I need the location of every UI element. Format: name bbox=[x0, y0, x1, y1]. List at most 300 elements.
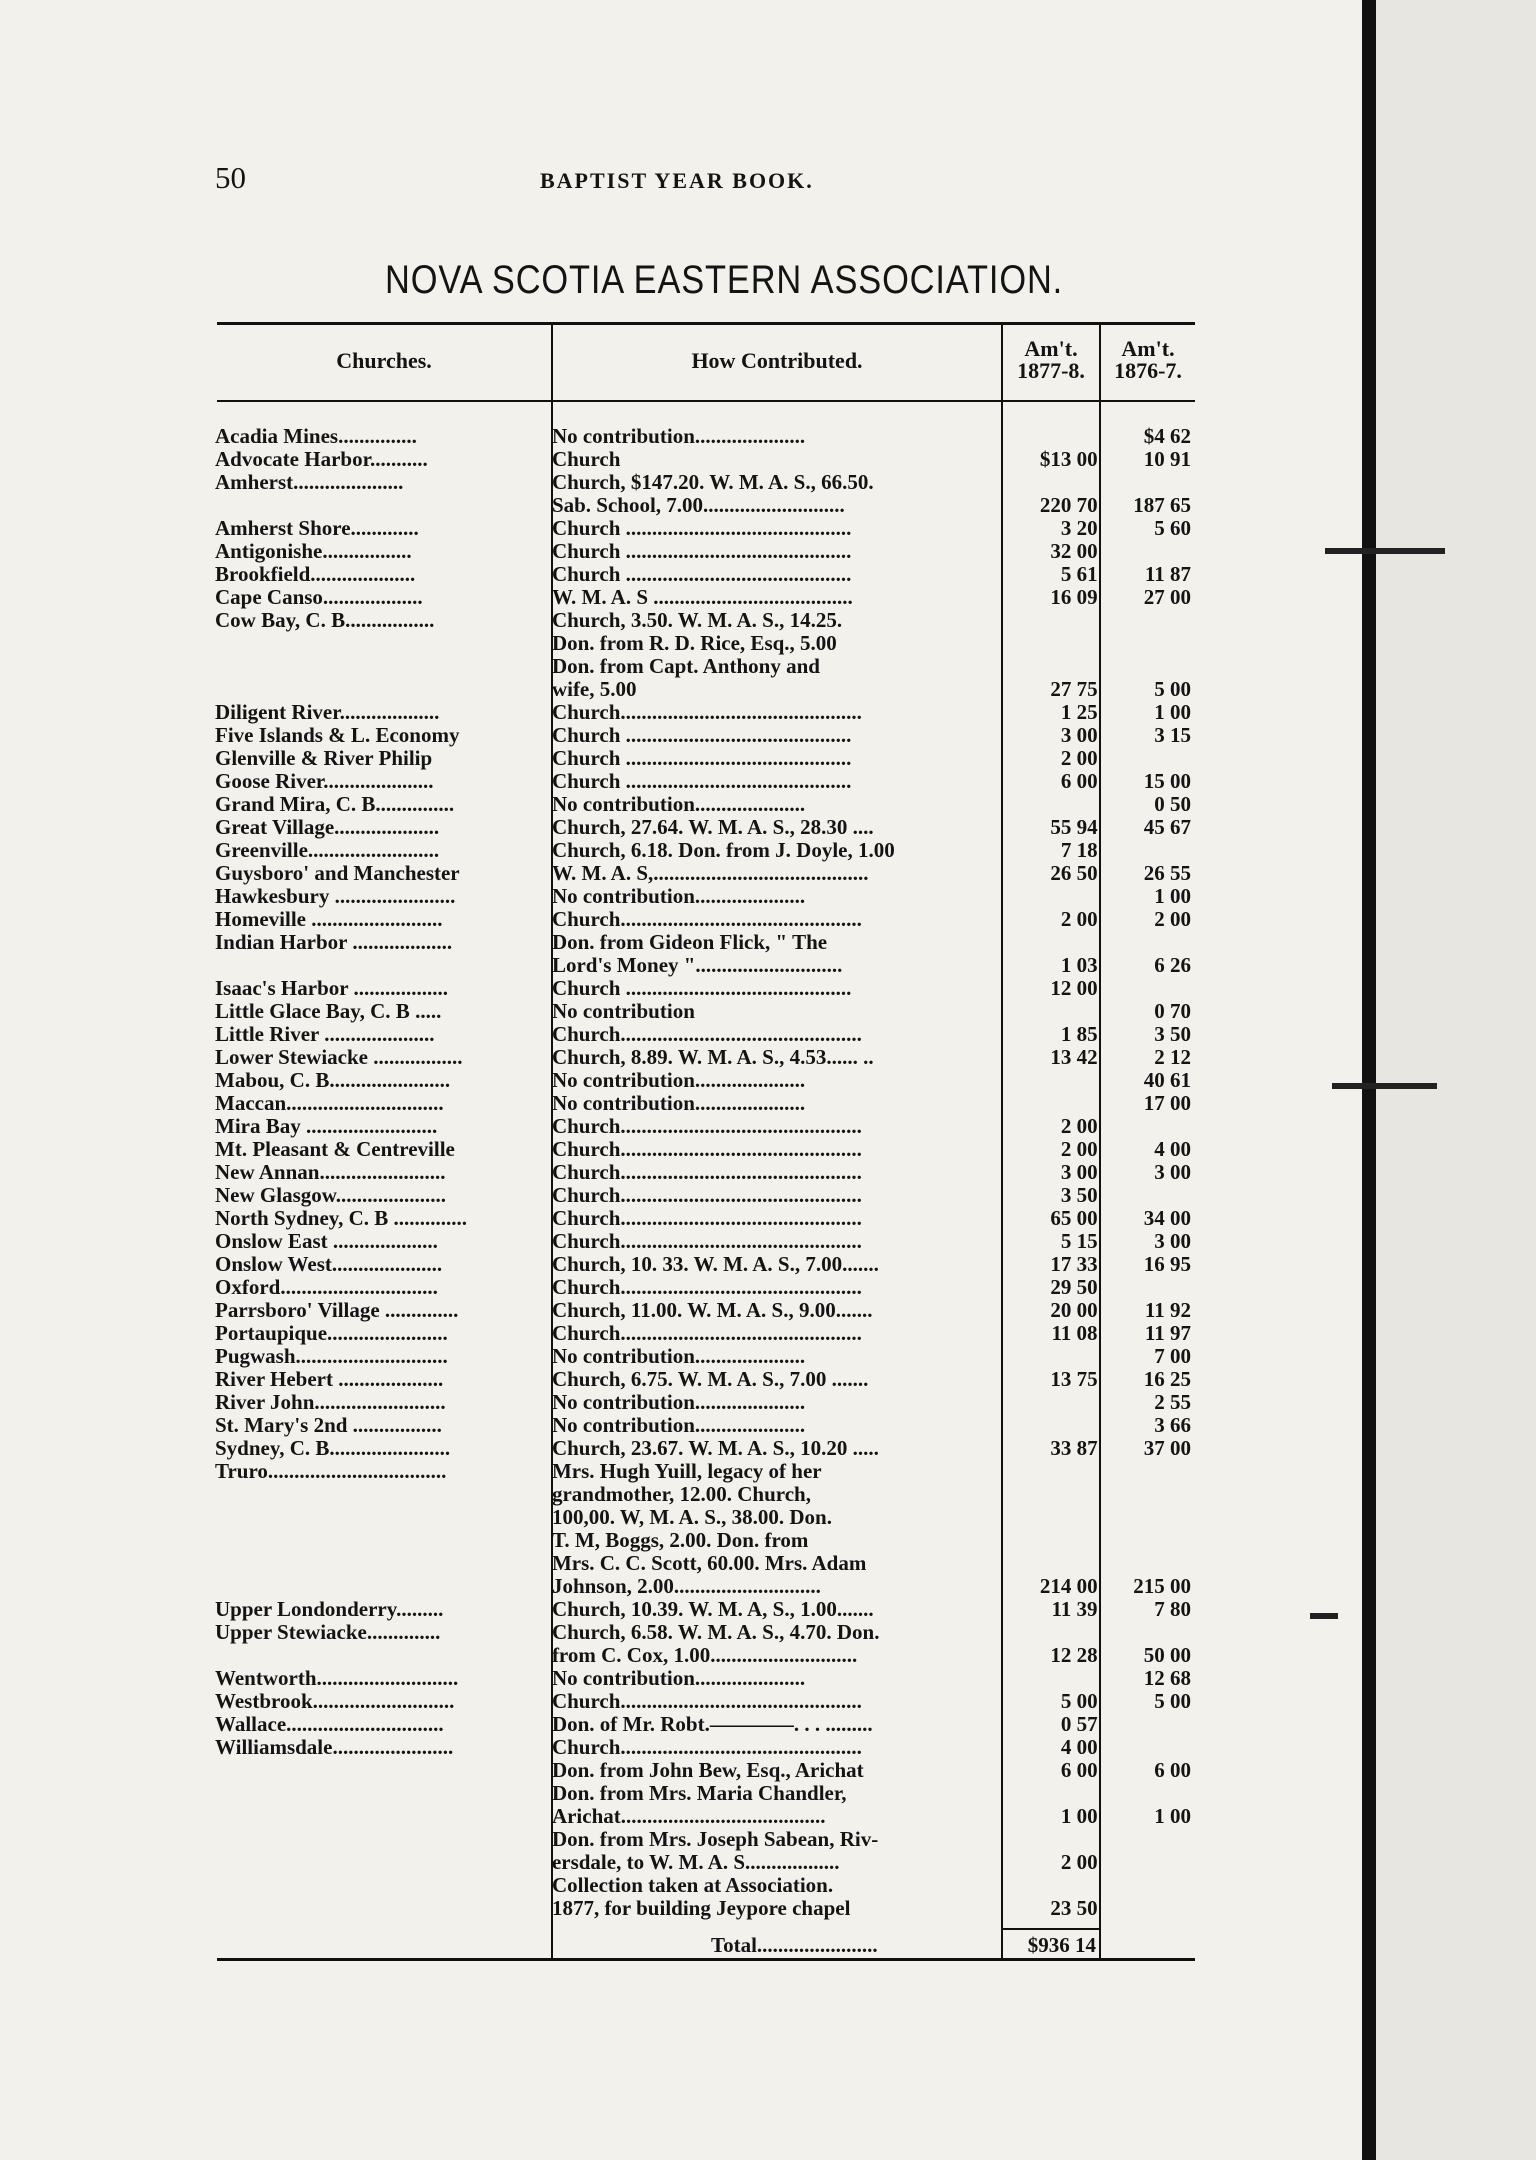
amount-1877-cell bbox=[1004, 425, 1101, 448]
amount-1876-cell: 10 91 bbox=[1143, 447, 1192, 471]
table-row bbox=[215, 1460, 1195, 1483]
church-cell: Truro.................................. bbox=[215, 1460, 447, 1483]
amount-1876-cell: 1 00 bbox=[1154, 884, 1192, 908]
table-row bbox=[215, 701, 1195, 724]
table-row bbox=[215, 816, 1195, 839]
table-row bbox=[215, 1391, 1195, 1414]
how-contributed-cell: Don. from Gideon Flick, " The bbox=[551, 931, 828, 954]
amount-1876-cell bbox=[1102, 1782, 1195, 1805]
table-row bbox=[215, 1322, 1195, 1345]
amount-1876-cell bbox=[1102, 931, 1195, 954]
how-contributed-cell: No contribution..................... bbox=[551, 1667, 806, 1690]
how-contributed-cell: Don. from Mrs. Joseph Sabean, Riv- bbox=[551, 1828, 879, 1851]
church-cell bbox=[215, 494, 549, 517]
amount-1877-cell: 16 09 bbox=[1050, 585, 1098, 609]
table-row bbox=[215, 1552, 1195, 1575]
church-cell: Parrsboro' Village .............. bbox=[215, 1299, 459, 1322]
amount-1876-cell: 16 95 bbox=[1143, 1252, 1192, 1276]
amount-1877-cell bbox=[1004, 1000, 1101, 1023]
amount-1876-cell: 1 00 bbox=[1154, 1804, 1192, 1828]
amount-1877-cell: 214 00 bbox=[1039, 1574, 1098, 1598]
total-row bbox=[553, 1933, 1195, 1958]
amount-1876-cell: $4 62 bbox=[1143, 424, 1192, 448]
amount-1877-cell bbox=[1004, 1460, 1101, 1483]
church-cell: New Glasgow..................... bbox=[215, 1184, 446, 1207]
church-cell: Isaac's Harbor .................. bbox=[215, 977, 448, 1000]
table-row bbox=[215, 517, 1195, 540]
page-header bbox=[215, 160, 1195, 200]
church-cell: Portaupique....................... bbox=[215, 1322, 448, 1345]
amount-1876-cell bbox=[1102, 1713, 1195, 1736]
church-cell bbox=[215, 1874, 549, 1897]
church-cell: Lower Stewiacke ................. bbox=[215, 1046, 463, 1069]
amount-1877-cell bbox=[1004, 931, 1101, 954]
table-row bbox=[215, 494, 1195, 517]
table-row bbox=[215, 632, 1195, 655]
amount-1876-cell bbox=[1102, 632, 1195, 655]
table-row bbox=[215, 1805, 1195, 1828]
table-row bbox=[215, 747, 1195, 770]
contributions-table bbox=[215, 425, 1195, 1920]
amount-1876-cell bbox=[1102, 839, 1195, 862]
how-contributed-cell: Church ........................................... bbox=[551, 724, 852, 747]
how-contributed-cell: Church, 23.67. W. M. A. S., 10.20 ..... bbox=[551, 1437, 879, 1460]
amount-1876-cell: 26 55 bbox=[1143, 861, 1192, 885]
table-row bbox=[215, 1483, 1195, 1506]
amount-1876-cell: 11 87 bbox=[1144, 562, 1192, 586]
church-cell bbox=[215, 1552, 549, 1575]
church-cell: Onslow West..................... bbox=[215, 1253, 443, 1276]
church-cell: Five Islands & L. Economy bbox=[215, 724, 460, 747]
church-cell: Oxford.............................. bbox=[215, 1276, 438, 1299]
table-row bbox=[215, 1897, 1195, 1920]
amount-1876-cell bbox=[1102, 1851, 1195, 1874]
table-row bbox=[215, 1023, 1195, 1046]
how-contributed-cell: Church.............................................. bbox=[551, 1690, 862, 1713]
church-cell: Antigonishe................. bbox=[215, 540, 412, 563]
how-contributed-cell: Church, 3.50. W. M. A. S., 14.25. bbox=[551, 609, 843, 632]
church-cell: Cape Canso................... bbox=[215, 586, 423, 609]
how-contributed-cell: Church.............................................. bbox=[551, 1276, 862, 1299]
amount-1876-cell: 34 00 bbox=[1143, 1206, 1192, 1230]
amount-1877-cell bbox=[1004, 1391, 1101, 1414]
amount-1876-cell: 4 00 bbox=[1154, 1137, 1192, 1161]
amount-1877-cell: 23 50 bbox=[1050, 1896, 1098, 1920]
amount-1877-cell bbox=[1004, 609, 1101, 632]
table-row bbox=[215, 1713, 1195, 1736]
table-row bbox=[215, 540, 1195, 563]
amount-1877-cell: 12 28 bbox=[1050, 1643, 1098, 1667]
how-contributed-cell: Church, 6.58. W. M. A. S., 4.70. Don. bbox=[551, 1621, 880, 1644]
amount-1877-cell bbox=[1004, 793, 1101, 816]
how-contributed-cell: Church.............................................. bbox=[551, 908, 862, 931]
how-contributed-cell: 1877, for building Jeypore chapel bbox=[551, 1897, 851, 1920]
church-cell bbox=[215, 1644, 549, 1667]
amount-1877-cell bbox=[1004, 632, 1101, 655]
amount-1876-cell: 11 97 bbox=[1144, 1321, 1192, 1345]
how-contributed-cell: No contribution..................... bbox=[551, 1414, 806, 1437]
amount-1877-cell: 13 42 bbox=[1050, 1045, 1098, 1069]
amount-1876-cell: 5 00 bbox=[1154, 1689, 1192, 1713]
table-row bbox=[215, 1138, 1195, 1161]
amount-1877-cell: 3 00 bbox=[1060, 723, 1098, 747]
table-row bbox=[215, 1299, 1195, 1322]
table-row bbox=[215, 1529, 1195, 1552]
amount-1876-cell: 45 67 bbox=[1143, 815, 1192, 839]
church-cell: Amherst..................... bbox=[215, 471, 404, 494]
amount-1876-cell: 3 50 bbox=[1154, 1022, 1192, 1046]
amount-1876-cell: 7 80 bbox=[1154, 1597, 1192, 1621]
amount-1876-cell: 16 25 bbox=[1143, 1367, 1192, 1391]
table-row bbox=[215, 1092, 1195, 1115]
church-cell: Great Village.................... bbox=[215, 816, 440, 839]
church-cell: Mt. Pleasant & Centreville bbox=[215, 1138, 455, 1161]
table-row bbox=[215, 1437, 1195, 1460]
how-contributed-cell: Arichat....................................... bbox=[551, 1805, 826, 1828]
amount-1876-cell: 187 65 bbox=[1133, 493, 1192, 517]
how-contributed-cell: Church, 11.00. W. M. A. S., 9.00....... bbox=[551, 1299, 873, 1322]
amount-1877-cell: 33 87 bbox=[1050, 1436, 1098, 1460]
how-contributed-cell: No contribution..................... bbox=[551, 1345, 806, 1368]
amount-1877-cell: 2 00 bbox=[1060, 1114, 1098, 1138]
how-contributed-cell: Johnson, 2.00............................ bbox=[551, 1575, 821, 1598]
amount-1876-cell bbox=[1102, 747, 1195, 770]
how-contributed-cell: Church bbox=[551, 448, 621, 471]
table-row bbox=[215, 1621, 1195, 1644]
how-contributed-cell: Church ........................................... bbox=[551, 517, 852, 540]
adjacent-page bbox=[1376, 0, 1536, 2160]
table-row bbox=[215, 471, 1195, 494]
amount-1876-cell: 12 68 bbox=[1143, 1666, 1192, 1690]
col-header-amt-1877-line2: 1877-8. bbox=[1017, 358, 1085, 383]
table-row bbox=[215, 1759, 1195, 1782]
church-cell: Sydney, C. B....................... bbox=[215, 1437, 451, 1460]
church-cell: Wallace.............................. bbox=[215, 1713, 444, 1736]
church-cell: Mabou, C. B....................... bbox=[215, 1069, 451, 1092]
amount-1877-cell bbox=[1004, 1529, 1101, 1552]
how-contributed-cell: T. M, Boggs, 2.00. Don. from bbox=[551, 1529, 809, 1552]
how-contributed-cell: No contribution..................... bbox=[551, 793, 806, 816]
amount-1876-cell bbox=[1102, 1552, 1195, 1575]
how-contributed-cell: from C. Cox, 1.00............................ bbox=[551, 1644, 858, 1667]
church-cell: Hawkesbury ....................... bbox=[215, 885, 456, 908]
how-contributed-cell: No contribution..................... bbox=[551, 1069, 806, 1092]
amount-1877-cell bbox=[1004, 1782, 1101, 1805]
how-contributed-cell: Church, $147.20. W. M. A. S., 66.50. bbox=[551, 471, 874, 494]
table-row bbox=[215, 1276, 1195, 1299]
amount-1877-cell bbox=[1004, 1345, 1101, 1368]
how-contributed-cell: Church ........................................... bbox=[551, 747, 852, 770]
how-contributed-cell: Church, 6.18. Don. from J. Doyle, 1.00 bbox=[551, 839, 895, 862]
church-cell: Greenville......................... bbox=[215, 839, 440, 862]
table-row bbox=[215, 425, 1195, 448]
amount-1876-cell: 5 00 bbox=[1154, 677, 1192, 701]
amount-1877-cell bbox=[1004, 1621, 1101, 1644]
amount-1877-cell bbox=[1004, 885, 1101, 908]
table-row bbox=[215, 1184, 1195, 1207]
amount-1877-cell bbox=[1004, 1069, 1101, 1092]
table-row bbox=[215, 908, 1195, 931]
total-value: $936 14 bbox=[1027, 1933, 1096, 1957]
table-row bbox=[215, 885, 1195, 908]
church-cell bbox=[215, 1897, 549, 1920]
how-contributed-cell: W. M. A. S,......................................... bbox=[551, 862, 869, 885]
table-row bbox=[215, 770, 1195, 793]
church-cell: Little River ..................... bbox=[215, 1023, 435, 1046]
amount-1877-cell bbox=[1004, 1874, 1101, 1897]
how-contributed-cell: No contribution..................... bbox=[551, 1092, 806, 1115]
amount-1876-cell: 2 12 bbox=[1154, 1045, 1192, 1069]
header-rule bbox=[217, 400, 1195, 402]
church-cell: Advocate Harbor........... bbox=[215, 448, 428, 471]
church-cell bbox=[215, 1851, 549, 1874]
amount-1877-cell bbox=[1004, 1667, 1101, 1690]
table-row bbox=[215, 678, 1195, 701]
table-row bbox=[215, 1690, 1195, 1713]
table-row bbox=[215, 1414, 1195, 1437]
table-top-rule bbox=[217, 322, 1195, 325]
how-contributed-cell: Don. from R. D. Rice, Esq., 5.00 bbox=[551, 632, 837, 655]
how-contributed-cell: Mrs. C. C. Scott, 60.00. Mrs. Adam bbox=[551, 1552, 867, 1575]
how-contributed-cell: Sab. School, 7.00........................... bbox=[551, 494, 845, 517]
church-cell: Acadia Mines............... bbox=[215, 425, 417, 448]
table-row bbox=[215, 1782, 1195, 1805]
table-row bbox=[215, 609, 1195, 632]
amount-1877-cell: 11 39 bbox=[1051, 1597, 1098, 1621]
church-cell bbox=[215, 1828, 549, 1851]
amount-1877-cell: 20 00 bbox=[1050, 1298, 1098, 1322]
how-contributed-cell: Church.............................................. bbox=[551, 701, 862, 724]
church-cell: Brookfield.................... bbox=[215, 563, 416, 586]
church-cell bbox=[215, 1506, 549, 1529]
amount-1876-cell bbox=[1102, 1506, 1195, 1529]
church-cell bbox=[215, 655, 549, 678]
church-cell: Upper Stewiacke.............. bbox=[215, 1621, 441, 1644]
table-row bbox=[215, 1598, 1195, 1621]
how-contributed-cell: Church, 10. 33. W. M. A. S., 7.00....... bbox=[551, 1253, 879, 1276]
amount-1876-cell: 3 66 bbox=[1154, 1413, 1192, 1437]
amount-1877-cell: 3 50 bbox=[1060, 1183, 1098, 1207]
church-cell bbox=[215, 632, 549, 655]
amount-1876-cell bbox=[1102, 540, 1195, 563]
church-cell bbox=[215, 1483, 549, 1506]
amount-1876-cell: 2 00 bbox=[1154, 907, 1192, 931]
how-contributed-cell: No contribution..................... bbox=[551, 1391, 806, 1414]
amount-1877-cell: 3 20 bbox=[1060, 516, 1098, 540]
table-row bbox=[215, 1115, 1195, 1138]
table-row bbox=[215, 954, 1195, 977]
amount-1876-cell bbox=[1102, 1276, 1195, 1299]
amount-1877-cell: 55 94 bbox=[1050, 815, 1098, 839]
church-cell: Glenville & River Philip bbox=[215, 747, 433, 770]
church-cell: Westbrook........................... bbox=[215, 1690, 455, 1713]
church-cell: North Sydney, C. B .............. bbox=[215, 1207, 468, 1230]
church-cell: Maccan.............................. bbox=[215, 1092, 444, 1115]
amount-1876-cell: 17 00 bbox=[1143, 1091, 1192, 1115]
amount-1876-cell bbox=[1102, 471, 1195, 494]
how-contributed-cell: Church ........................................... bbox=[551, 977, 852, 1000]
amount-1877-cell: 65 00 bbox=[1050, 1206, 1098, 1230]
amount-1877-cell bbox=[1004, 1552, 1101, 1575]
church-cell: Wentworth........................... bbox=[215, 1667, 459, 1690]
how-contributed-cell: grandmother, 12.00. Church, bbox=[551, 1483, 811, 1506]
amount-1877-cell: 5 15 bbox=[1060, 1229, 1098, 1253]
church-cell: Diligent River................... bbox=[215, 701, 440, 724]
amount-1876-cell: 0 70 bbox=[1154, 999, 1192, 1023]
how-contributed-cell: Church.............................................. bbox=[551, 1230, 862, 1253]
amount-1876-cell bbox=[1102, 1460, 1195, 1483]
church-cell bbox=[215, 1759, 549, 1782]
church-cell: Indian Harbor ................... bbox=[215, 931, 453, 954]
amount-1877-cell bbox=[1004, 1506, 1101, 1529]
church-cell: New Annan........................ bbox=[215, 1161, 446, 1184]
total-rule bbox=[1003, 1928, 1099, 1930]
how-contributed-cell: Church.............................................. bbox=[551, 1138, 862, 1161]
how-contributed-cell: 100,00. W, M. A. S., 38.00. Don. bbox=[551, 1506, 832, 1529]
amount-1876-cell: 1 00 bbox=[1154, 700, 1192, 724]
amount-1877-cell: 220 70 bbox=[1039, 493, 1098, 517]
amount-1877-cell: 29 50 bbox=[1050, 1275, 1098, 1299]
table-row bbox=[215, 1851, 1195, 1874]
table-row bbox=[215, 655, 1195, 678]
amount-1876-cell: 3 00 bbox=[1154, 1229, 1192, 1253]
church-cell: Goose River..................... bbox=[215, 770, 434, 793]
church-cell: River Hebert .................... bbox=[215, 1368, 444, 1391]
table-row bbox=[215, 1506, 1195, 1529]
amount-1877-cell: 3 00 bbox=[1060, 1160, 1098, 1184]
how-contributed-cell: Church.............................................. bbox=[551, 1161, 862, 1184]
church-cell: Guysboro' and Manchester bbox=[215, 862, 460, 885]
amount-1876-cell bbox=[1102, 1115, 1195, 1138]
amount-1877-cell: 4 00 bbox=[1060, 1735, 1098, 1759]
how-contributed-cell: Church, 27.64. W. M. A. S., 28.30 .... bbox=[551, 816, 874, 839]
amount-1877-cell: 7 18 bbox=[1060, 838, 1098, 862]
church-cell: River John......................... bbox=[215, 1391, 446, 1414]
how-contributed-cell: wife, 5.00 bbox=[551, 678, 637, 701]
amount-1876-cell: 2 55 bbox=[1154, 1390, 1192, 1414]
table-row bbox=[215, 839, 1195, 862]
table-row bbox=[215, 1644, 1195, 1667]
how-contributed-cell: Don. from Mrs. Maria Chandler, bbox=[551, 1782, 847, 1805]
church-cell: Homeville ......................... bbox=[215, 908, 443, 931]
church-cell: Upper Londonderry......... bbox=[215, 1598, 444, 1621]
table-row bbox=[215, 793, 1195, 816]
amount-1876-cell: 0 50 bbox=[1154, 792, 1192, 816]
amount-1877-cell: 1 85 bbox=[1060, 1022, 1098, 1046]
col-header-amt-1876 bbox=[1101, 338, 1195, 382]
how-contributed-cell: No contribution..................... bbox=[551, 885, 806, 908]
church-cell: Cow Bay, C. B................. bbox=[215, 609, 435, 632]
page-number: 50 bbox=[215, 160, 246, 195]
amount-1877-cell: 1 00 bbox=[1060, 1804, 1098, 1828]
book-spine bbox=[1362, 0, 1376, 2160]
amount-1876-cell bbox=[1102, 1184, 1195, 1207]
amount-1876-cell: 6 26 bbox=[1154, 953, 1192, 977]
amount-1877-cell: 6 00 bbox=[1060, 1758, 1098, 1782]
amount-1877-cell: 2 00 bbox=[1060, 1850, 1098, 1874]
table-row bbox=[215, 1736, 1195, 1759]
amount-1877-cell bbox=[1004, 1414, 1101, 1437]
amount-1876-cell bbox=[1102, 1897, 1195, 1920]
table-row bbox=[215, 1667, 1195, 1690]
church-cell: St. Mary's 2nd ................. bbox=[215, 1414, 442, 1437]
how-contributed-cell: Church.............................................. bbox=[551, 1322, 862, 1345]
how-contributed-cell: Mrs. Hugh Yuill, legacy of her bbox=[551, 1460, 822, 1483]
how-contributed-cell: Church, 8.89. W. M. A. S., 4.53...... .. bbox=[551, 1046, 874, 1069]
amount-1876-cell: 50 00 bbox=[1143, 1643, 1192, 1667]
amount-1876-cell bbox=[1102, 1828, 1195, 1851]
how-contributed-cell: Church.............................................. bbox=[551, 1023, 862, 1046]
table-row bbox=[215, 1253, 1195, 1276]
amount-1876-cell: 3 00 bbox=[1154, 1160, 1192, 1184]
amount-1877-cell: 1 03 bbox=[1060, 953, 1098, 977]
how-contributed-cell: Church, 6.75. W. M. A. S., 7.00 ....... bbox=[551, 1368, 869, 1391]
table-row bbox=[215, 1874, 1195, 1897]
amount-1876-cell bbox=[1102, 609, 1195, 632]
church-cell bbox=[215, 954, 549, 977]
amount-1877-cell bbox=[1004, 1092, 1101, 1115]
col-header-amt-1876-line2: 1876-7. bbox=[1114, 358, 1182, 383]
amount-1877-cell: 11 08 bbox=[1051, 1321, 1098, 1345]
col-header-amt-1877-line1: Am't. bbox=[1024, 336, 1078, 361]
table-row bbox=[215, 1000, 1195, 1023]
amount-1877-cell: 17 33 bbox=[1050, 1252, 1098, 1276]
how-contributed-cell: No contribution..................... bbox=[551, 425, 806, 448]
amount-1877-cell: 32 00 bbox=[1050, 539, 1098, 563]
amount-1876-cell: 3 15 bbox=[1154, 723, 1192, 747]
table-row bbox=[215, 1207, 1195, 1230]
table-row bbox=[215, 1161, 1195, 1184]
how-contributed-cell: Lord's Money "............................ bbox=[551, 954, 843, 977]
amount-1877-cell: 12 00 bbox=[1050, 976, 1098, 1000]
how-contributed-cell: Church ........................................... bbox=[551, 770, 852, 793]
page-title: NOVA SCOTIA EASTERN ASSOCIATION. bbox=[385, 258, 1064, 302]
table-row bbox=[215, 1575, 1195, 1598]
table-row bbox=[215, 1230, 1195, 1253]
col-header-churches: Churches. bbox=[336, 348, 432, 373]
table-row bbox=[215, 586, 1195, 609]
how-contributed-cell: Church ........................................... bbox=[551, 540, 852, 563]
table-row bbox=[215, 977, 1195, 1000]
amount-1877-cell: 2 00 bbox=[1060, 907, 1098, 931]
amount-1876-cell: 15 00 bbox=[1143, 769, 1192, 793]
amount-1876-cell: 27 00 bbox=[1143, 585, 1192, 609]
amount-1877-cell bbox=[1004, 1828, 1101, 1851]
amount-1876-cell bbox=[1102, 1874, 1195, 1897]
amount-1877-cell: 5 61 bbox=[1060, 562, 1098, 586]
amount-1877-cell bbox=[1004, 655, 1101, 678]
total-label: Total....................... bbox=[711, 1933, 878, 1957]
table-row bbox=[215, 1368, 1195, 1391]
amount-1876-cell bbox=[1102, 1483, 1195, 1506]
how-contributed-cell: Church, 10.39. W. M. A, S., 1.00....... bbox=[551, 1598, 874, 1621]
table-row bbox=[215, 724, 1195, 747]
amount-1876-cell: 11 92 bbox=[1144, 1298, 1192, 1322]
how-contributed-cell: Church ........................................... bbox=[551, 563, 852, 586]
amount-1877-cell: 26 50 bbox=[1050, 861, 1098, 885]
amount-1876-cell: 5 60 bbox=[1154, 516, 1192, 540]
amount-1876-cell: 37 00 bbox=[1143, 1436, 1192, 1460]
how-contributed-cell: Church.............................................. bbox=[551, 1115, 862, 1138]
church-cell bbox=[215, 1805, 549, 1828]
how-contributed-cell: Don. of Mr. Robt.————. . . ......... bbox=[551, 1713, 873, 1736]
amount-1877-cell: 5 00 bbox=[1060, 1689, 1098, 1713]
how-contributed-cell: Don. from Capt. Anthony and bbox=[551, 655, 820, 678]
col-header-how: How Contributed. bbox=[691, 348, 863, 373]
how-contributed-cell: Collection taken at Association. bbox=[551, 1874, 834, 1897]
table-row bbox=[215, 931, 1195, 954]
table-row bbox=[215, 1046, 1195, 1069]
